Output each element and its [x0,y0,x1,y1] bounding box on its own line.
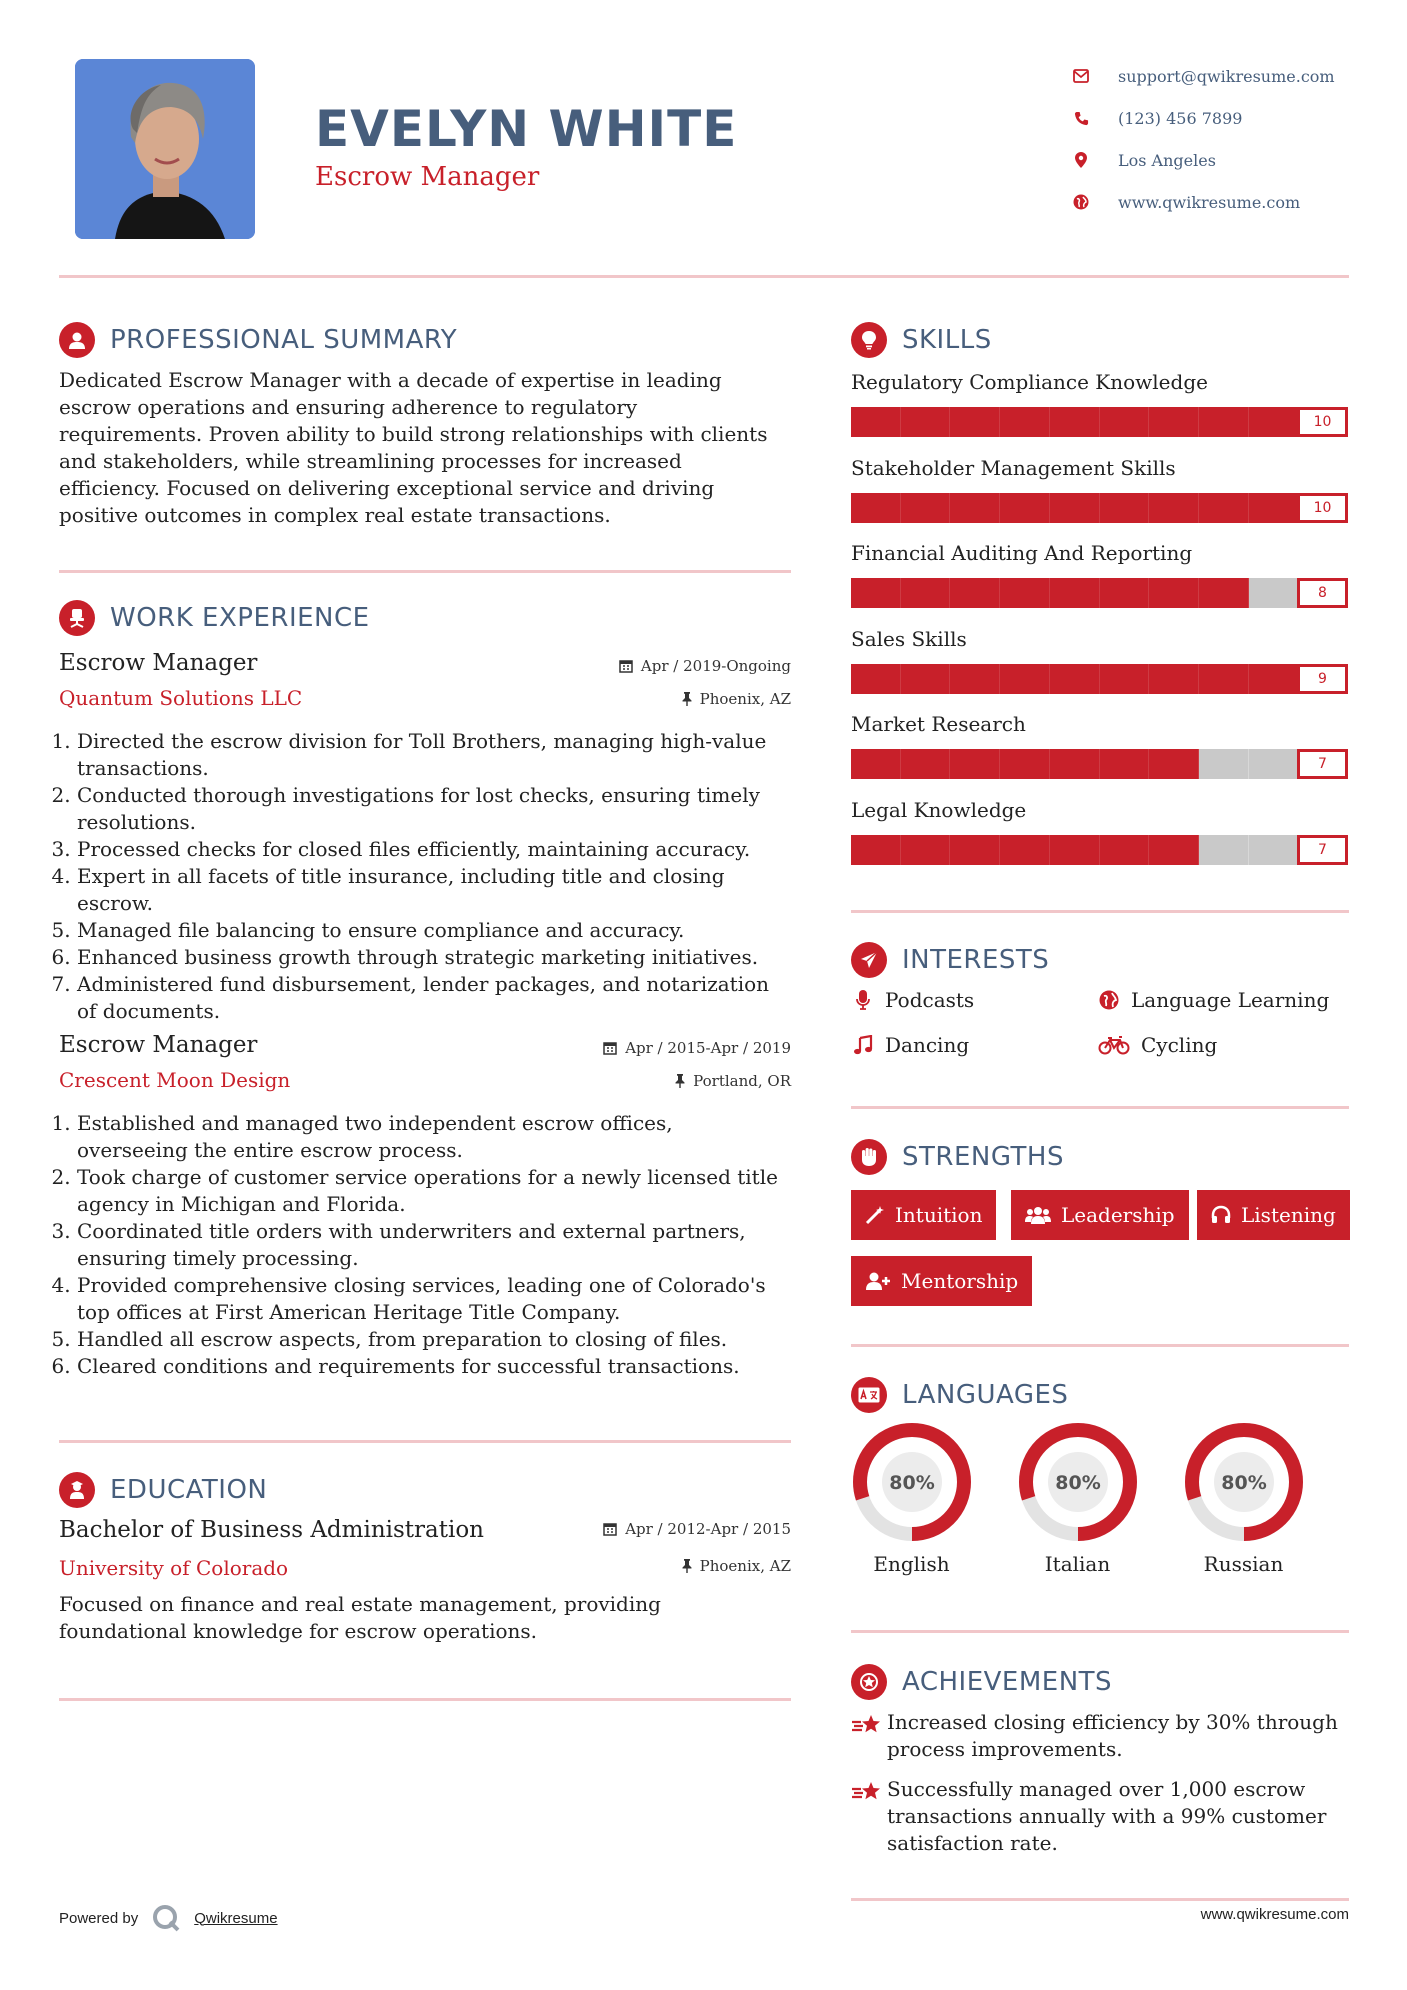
skill-bar-segment [1050,493,1100,523]
skill-bar-segment [950,749,1000,779]
skill-bar-segment [851,664,901,694]
header-divider [59,275,1349,278]
strengths-heading-label: STRENGTHS [902,1142,1064,1172]
work-heading-label: WORK EXPERIENCE [110,603,370,633]
brand-link[interactable]: Qwikresume [194,1909,278,1927]
users-icon [1025,1205,1051,1225]
job-bullets [59,728,779,1025]
pushpin-icon [682,692,692,706]
globe-icon [1070,191,1092,213]
interest-label: Language Learning [1131,988,1330,1012]
job-bullet: 4. Expert in all facets of title insurance, including title and closing escrow. [77,863,779,917]
shooting-star-icon [851,1776,887,1857]
work-divider [59,1440,791,1443]
skill-bar-segment [901,407,951,437]
language-name: Italian [1044,1552,1111,1576]
strength-label: Listening [1241,1203,1336,1227]
strength-chip [851,1190,996,1240]
degree-title: Bachelor of Business Administration [59,1517,484,1543]
interest-item [1097,988,1329,1012]
job-date [560,657,791,675]
education-text: Focused on finance and real estate management, providing foundational knowledge for escrow operations. [59,1592,661,1643]
skill-bar-segment [1000,835,1050,865]
interest-label: Podcasts [885,988,975,1012]
skill-bar-segment [851,578,901,608]
skill-bar-segment [1100,407,1150,437]
job-bullet: 7. Administered fund disbursement, lender packages, and notarization of documents. [77,971,779,1025]
skill-bar-segment [1149,664,1199,694]
skill-bar-segment [1000,493,1050,523]
strength-chip [1197,1190,1350,1240]
skill-bar-segment [901,493,951,523]
languages-heading-label: LANGUAGES [902,1380,1069,1410]
achievements-divider [851,1898,1349,1901]
job-date-text: Apr / 2015-Apr / 2019 [625,1039,791,1057]
job-location-text: Portland, OR [693,1072,791,1090]
shooting-star-icon [851,1709,887,1763]
job-bullet: 5. Handled all escrow aspects, from preparation to closing of files. [77,1326,779,1353]
language-percent: 80% [888,1472,935,1494]
language-gauge [850,1420,974,1544]
work-heading [59,600,370,636]
skill-bar-segment [1050,578,1100,608]
music-note-icon [851,1035,875,1055]
education-location [540,1557,791,1575]
achievement-item [851,1776,1351,1857]
skill-bar-segment [1199,493,1249,523]
skill-bar-segment [851,835,901,865]
achievement-text: Increased closing efficiency by 30% through process improvements. [887,1710,1338,1761]
interest-item [851,988,974,1012]
office-chair-icon [59,600,95,636]
interests-heading [851,942,1049,978]
job-title: Escrow Manager [59,650,258,676]
language-icon [851,1377,887,1413]
interest-label: Cycling [1141,1033,1218,1057]
contact-phone-text: (123) 456 7899 [1118,108,1243,128]
skill-name: Regulatory Compliance Knowledge [851,370,1208,394]
job-date [540,1039,791,1057]
candidate-title: Escrow Manager [315,162,540,192]
pushpin-icon [682,1559,692,1573]
microphone-icon [851,990,875,1010]
language-percent: 80% [1054,1472,1101,1494]
skill-bar-segment [950,664,1000,694]
skill-bar-segment [1000,749,1050,779]
languages-heading [851,1377,1068,1413]
skill-level-value: 10 [1297,493,1348,523]
contact-location [1070,139,1335,181]
language-percent: 80% [1220,1472,1267,1494]
job-date-text: Apr / 2019-Ongoing [640,657,791,675]
language-name: English [873,1552,950,1576]
skill-bar-segment [1199,578,1249,608]
skill-bar-segment [1100,835,1150,865]
language-item [1015,1420,1140,1576]
magic-wand-icon [865,1205,885,1225]
skill-bar-segment [901,578,951,608]
skill-bar-segment [1000,664,1050,694]
strength-label: Leadership [1061,1203,1175,1227]
achievements-heading-label: ACHIEVEMENTS [902,1667,1113,1697]
job-bullet: 4. Provided comprehensive closing services, leading one of Colorado's top offices at First American Heritage Title Company. [77,1272,779,1326]
skill-bar-segment [1100,578,1150,608]
globe-icon [1097,990,1121,1010]
achievement-text: Successfully managed over 1,000 escrow transactions annually with a 99% customer satisfaction rate. [887,1777,1327,1855]
strength-chip [851,1256,1032,1306]
skill-bar-segment [950,835,1000,865]
contact-phone[interactable] [1070,97,1335,139]
skill-bar [851,578,1348,608]
summary-heading-label: PROFESSIONAL SUMMARY [110,325,458,355]
job-bullet: 3. Processed checks for closed files efficiently, maintaining accuracy. [77,836,779,863]
skills-divider [851,910,1349,913]
skill-level-value: 7 [1297,835,1348,865]
profile-photo [75,59,255,239]
skill-bar-segment [1100,749,1150,779]
job-location [540,1072,791,1090]
summary-heading [59,322,457,358]
achievement-item [851,1709,1351,1763]
skill-bar-segment [851,749,901,779]
language-item [1181,1420,1306,1576]
job-company: Quantum Solutions LLC [59,686,303,710]
job-title: Escrow Manager [59,1032,258,1058]
pushpin-icon [675,1074,685,1088]
skill-bar-segment [950,493,1000,523]
calendar-icon [619,659,633,673]
interests-heading-label: INTERESTS [902,945,1050,975]
skill-bar-segment [1050,664,1100,694]
calendar-icon [603,1041,617,1055]
fist-icon [851,1139,887,1175]
contact-email-text: support@qwikresume.com [1118,66,1335,86]
strength-chip [1011,1190,1189,1240]
strength-label: Mentorship [901,1269,1019,1293]
education-divider [59,1698,791,1701]
skill-level-value: 10 [1297,407,1348,437]
summary-divider [59,570,791,573]
interest-label: Dancing [885,1033,970,1057]
language-name: Russian [1203,1552,1284,1576]
education-location-text: Phoenix, AZ [699,1557,791,1575]
job-company: Crescent Moon Design [59,1068,291,1092]
skill-bar-segment [851,407,901,437]
job-bullet: 2. Took charge of customer service operations for a newly licensed title agency in Michigan and Florida. [77,1164,779,1218]
skill-bar-segment [1050,407,1100,437]
job-bullet: 5. Managed file balancing to ensure compliance and accuracy. [77,917,779,944]
education-date-text: Apr / 2012-Apr / 2015 [625,1520,791,1538]
skill-bar-segment [1199,664,1249,694]
bicycle-icon [1097,1035,1131,1055]
education-heading [59,1472,267,1508]
skill-bar [851,835,1348,865]
interest-item [1097,1033,1217,1057]
skill-bar-segment [1199,749,1249,779]
skill-bar [851,407,1348,437]
qwikresume-logo-icon [152,1904,182,1932]
skill-bar-segment [1199,835,1249,865]
contact-website[interactable] [1070,181,1335,223]
footer-powered [59,1904,278,1932]
skill-name: Sales Skills [851,626,967,651]
skill-bar-segment [1249,493,1299,523]
phone-icon [1070,107,1092,129]
skill-bar [851,749,1348,779]
calendar-icon [603,1522,617,1536]
school-name: University of Colorado [59,1556,289,1580]
candidate-name: EVELYN WHITE [315,100,738,158]
skill-bar-segment [1149,835,1199,865]
job-location [560,690,791,708]
education-heading-label: EDUCATION [110,1475,268,1505]
skill-bar-segment [1249,578,1299,608]
skill-bar-segment [1000,407,1050,437]
skill-bar-segment [1249,407,1299,437]
skill-bar-segment [1050,749,1100,779]
contact-list [1070,55,1335,223]
job-bullet: 6. Enhanced business growth through strategic marketing initiatives. [77,944,779,971]
skill-name: Stakeholder Management Skills [851,455,1176,480]
summary-text: Dedicated Escrow Manager with a decade of expertise in leading escrow operations and ensuring adherence to regulatory requirements. Proven ability to build strong relationships with clients and stakeholders, while streamlining processes for increased efficiency. Focused on delivering exceptional service and driving positive outcomes in complex real estate transactions. [59,368,768,527]
achievements-heading [851,1664,1112,1700]
skill-bar-segment [1149,407,1199,437]
graduate-icon [59,1472,95,1508]
contact-location-text: Los Angeles [1118,150,1216,170]
skill-bar [851,493,1348,523]
job-bullet: 2. Conducted thorough investigations for lost checks, ensuring timely resolutions. [77,782,779,836]
skill-bar-segment [1100,493,1150,523]
skill-bar-segment [1149,749,1199,779]
user-icon [59,322,95,358]
skill-name: Market Research [851,712,1026,736]
skills-heading [851,322,992,358]
job-bullet: 1. Established and managed two independent escrow offices, overseeing the entire escrow process. [77,1110,779,1164]
job-bullet: 6. Cleared conditions and requirements for successful transactions. [77,1353,779,1380]
user-plus-icon [865,1271,891,1291]
skill-bar-segment [851,493,901,523]
envelope-icon [1070,65,1092,87]
interest-item [851,1033,969,1057]
footer-url[interactable]: www.qwikresume.com [1200,1906,1349,1923]
lightbulb-icon [851,322,887,358]
skill-name: Legal Knowledge [851,797,1027,822]
skill-bar-segment [1249,835,1299,865]
strength-label: Intuition [895,1203,983,1227]
skill-level-value: 7 [1297,749,1348,779]
job-bullets [59,1110,779,1380]
skill-level-value: 8 [1297,578,1348,608]
interests-divider [851,1106,1349,1109]
skill-bar-segment [1100,664,1150,694]
skill-bar-segment [1000,578,1050,608]
language-item [849,1420,974,1576]
contact-website-text: www.qwikresume.com [1118,192,1301,212]
strengths-heading [851,1139,1064,1175]
powered-by-text: Powered by [59,1909,139,1927]
education-date [540,1520,791,1538]
skill-bar-segment [950,407,1000,437]
job-bullet: 1. Directed the escrow division for Toll Brothers, managing high-value transactions. [77,728,779,782]
skill-bar [851,664,1348,694]
strengths-divider [851,1344,1349,1347]
skill-bar-segment [1249,749,1299,779]
skill-bar-segment [901,664,951,694]
contact-email[interactable] [1070,55,1335,97]
star-badge-icon [851,1664,887,1700]
skill-bar-segment [1050,835,1100,865]
map-pin-icon [1070,149,1092,171]
languages-divider [851,1630,1349,1633]
headphones-icon [1211,1205,1231,1225]
job-location-text: Phoenix, AZ [699,690,791,708]
skill-bar-segment [950,578,1000,608]
skill-bar-segment [1149,578,1199,608]
paper-plane-icon [851,942,887,978]
language-gauge [1182,1420,1306,1544]
skills-heading-label: SKILLS [902,325,992,355]
skill-bar-segment [1149,493,1199,523]
language-gauge [1016,1420,1140,1544]
skill-bar-segment [901,835,951,865]
job-bullet: 3. Coordinated title orders with underwriters and external partners, ensuring timely processing. [77,1218,779,1272]
skill-bar-segment [901,749,951,779]
skill-bar-segment [1249,664,1299,694]
skill-bar-segment [1199,407,1249,437]
skill-level-value: 9 [1297,664,1348,694]
skill-name: Financial Auditing And Reporting [851,541,1193,565]
